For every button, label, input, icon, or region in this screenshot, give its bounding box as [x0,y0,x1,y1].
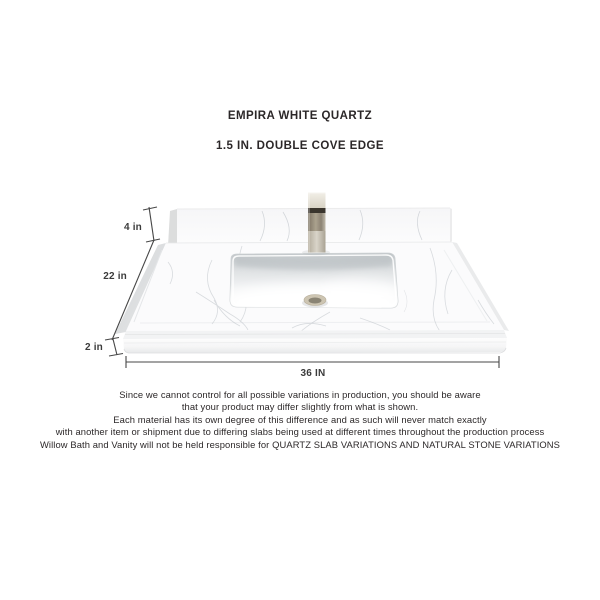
front-edge-face [123,338,507,353]
faucet-handle-top [308,193,326,208]
dim-backsplash-height [143,207,160,242]
product-title: EMPIRA WHITE QUARTZ [227,110,373,122]
faucet-body-lower [308,231,326,253]
dim-label-backsplash-height: 4 in [123,222,142,233]
dim-label-width: 36 IN [300,368,326,379]
disclaimer-text [0,389,600,451]
disclaimer-line: with another item or shipment due to differing slabs being used at different times throughout the production process [55,426,545,438]
dim-edge-thickness [109,339,123,356]
faucet-body-upper [308,213,326,231]
countertop-image [115,193,512,353]
disclaimer-line: Since we cannot control for all possible variations in production, you should be aware [119,389,481,400]
disclaimer-line: that your product may differ slightly from what is shown. [181,401,419,413]
faucet-dark-band [308,208,326,213]
dim-label-depth: 22 in [103,271,127,282]
dim-width [126,356,499,368]
disclaimer-line: Each material has its own degree of this difference and as such will never match exactly [113,413,487,425]
backsplash-right-face [450,208,452,242]
faucet-highlight [308,193,310,253]
front-edge [123,330,507,353]
dim-label-edge-thickness: 2 in [84,342,103,353]
product-subtitle: 1.5 IN. DOUBLE COVE EDGE [216,140,384,152]
backsplash-left-face [168,209,177,246]
disclaimer-line: Willow Bath and Vanity will not be held responsible for QUARTZ SLAB VARIATIONS AND NATURAL STONE VARIATIONS [39,438,561,450]
drain-center [309,298,322,304]
